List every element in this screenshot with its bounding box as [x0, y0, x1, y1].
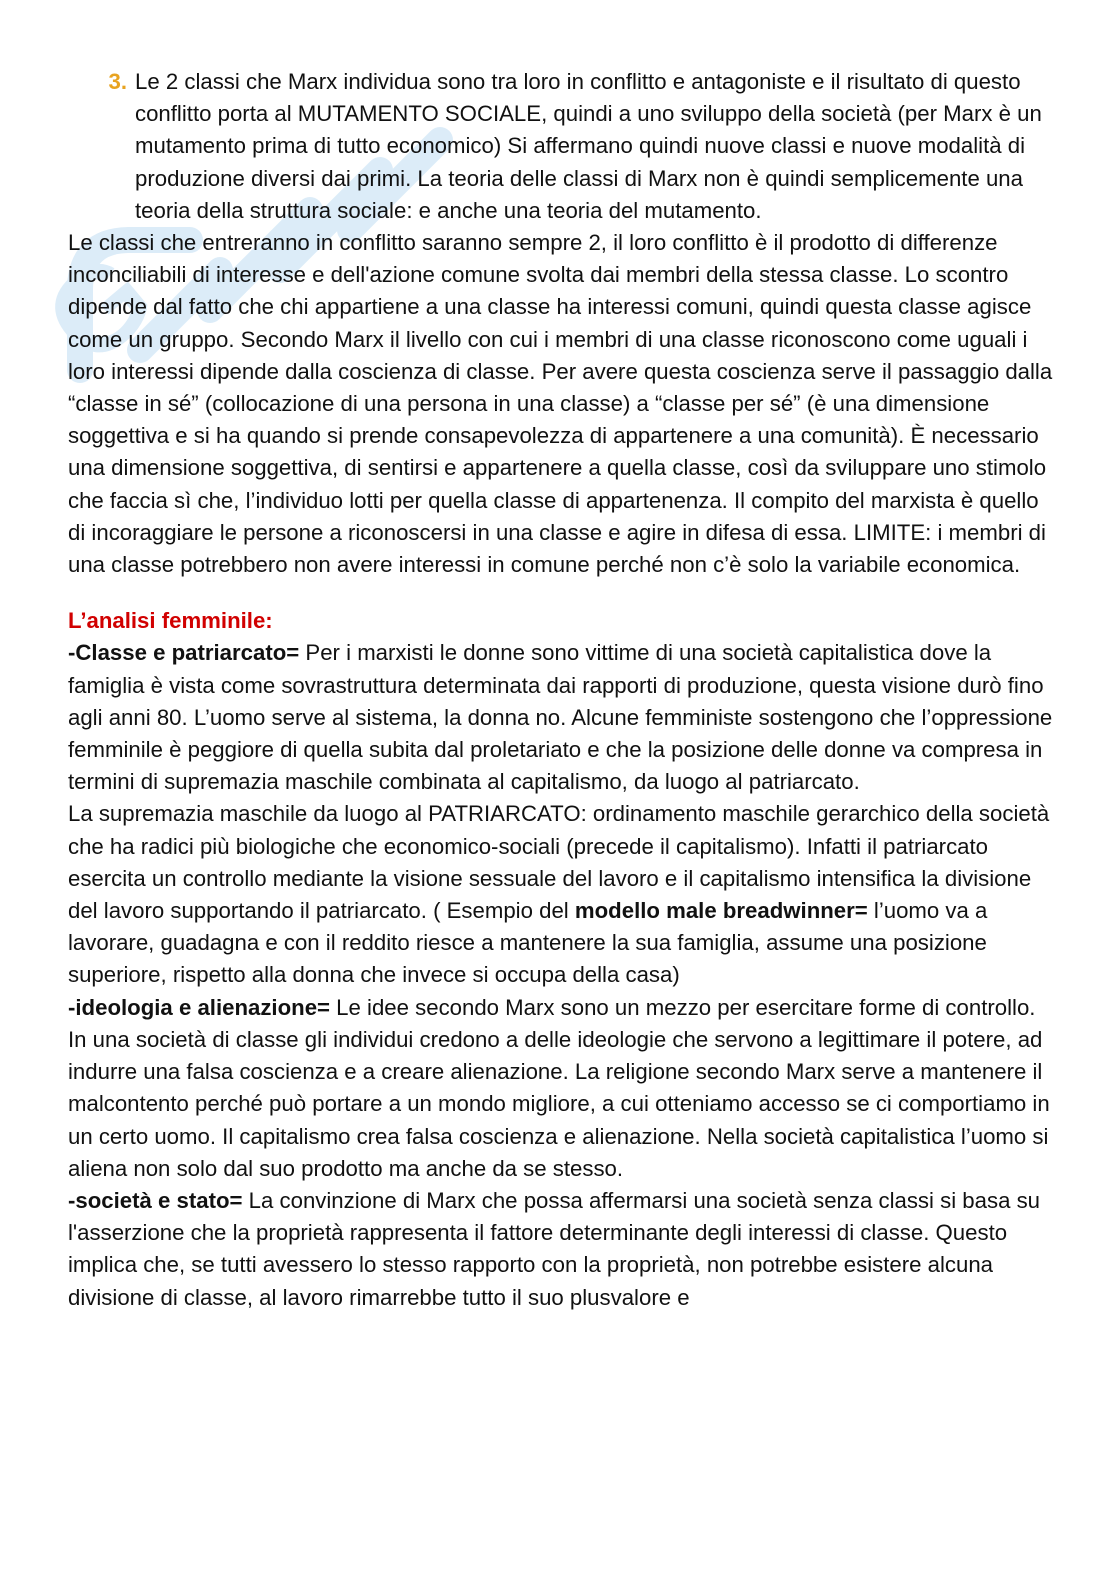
term-label: -società e stato=: [68, 1187, 243, 1213]
term-text: Per i marxisti le donne sono vittime di una società capitalistica dove la famiglia è vista come sovrastruttura determinata dai rapporti di produzione, questa visione durò fino agli anni 80. L’uomo serve al sistema, la donna no. Alcune femministe sostengono che l’oppressione femminile è peggiore di quella subita dal proletariato e che la posizione delle donne va compresa in termini di supremazia maschile combinata al capitalismo, da luogo al patriarcato.: [68, 640, 1053, 795]
list-item-text: Le 2 classi che Marx individua sono tra loro in conflitto e antagoniste e il risultato di questo conflitto porta al MUTAMENTO SOCIALE, quindi a uno sviluppo della società (per Marx è un mutamento prima di tutto economico) Si affermano quindi nuove classi e nuove modalità di produzione diversi dai primi. La teoria delle classi di Marx non è quindi semplicemente una teoria della struttura sociale: e anche una teoria del mutamento.: [135, 69, 1042, 223]
term-label: modello male breadwinner=: [574, 898, 868, 924]
paragraph-classe-patriarcato: [68, 637, 1058, 798]
supremazia-text: La supremazia maschile da luogo al PATRIARCATO: ordinamento maschile gerarchico della società che ha radici più biologiche che economico-sociali (precede il capitalismo). Infatti il patriarcato esercita un controllo mediante la visione sessuale del lavoro e il capitalismo intensifica la divisione del lavoro supportando il patriarcato. ( Esempio del: [68, 801, 1050, 924]
term-text: La convinzione di Marx che possa affermarsi una società senza classi si basa su l'asserzione che la proprietà rappresenta il fattore determinante degli interessi di classe. Questo implica che, se tutti avessero lo stesso rapporto con la proprietà, non potrebbe esistere alcuna divisione di classe, al lavoro rimarrebbe tutto il suo plusvalore e: [68, 1187, 1041, 1310]
paragraph-supremazia: [68, 798, 1058, 991]
document-page: [68, 66, 1058, 1314]
paragraph-societa: [68, 1185, 1058, 1314]
paragraph-ideologia: [68, 992, 1058, 1185]
term-text: Le idee secondo Marx sono un mezzo per esercitare forme di controllo. In una società di classe gli individui credono a delle ideologie che servono a legittimare il potere, ad indurre una falsa coscienza e a creare alienazione. La religione secondo Marx serve a mantenere il malcontento perché può portare a un mondo migliore, a cui otteniamo accesso se ci comportiamo in un certo uomo. Il capitalismo crea falsa coscienza e alienazione. Nella società capitalistica l’uomo si aliena non solo dal suo prodotto ma anche da se stesso.: [68, 994, 1050, 1181]
term-label: -Classe e patriarcato=: [68, 640, 300, 666]
section-heading: L’analisi femminile:: [68, 608, 273, 634]
watermark-letter: G: [20, 227, 179, 390]
list-item-3: [68, 66, 1058, 227]
supremazia-tail: l’uomo va a lavorare, guadagna e con il reddito riesce a mantenere la sua famiglia, assume una posizione superiore, rispetto alla donna che invece si occupa della casa): [68, 898, 988, 988]
paragraph-classi: Le classi che entreranno in conflitto saranno sempre 2, il loro conflitto è il prodotto di differenze inconciliabili di interesse e dell'azione comune svolta dai membri della stessa classe. Lo scontro dipende dal fatto che chi appartiene a una classe ha interessi comuni, quindi questa classe agisce come un gruppo. Secondo Marx il livello con cui i membri di una classe riconoscono come uguali i loro interessi dipende dalla coscienza di classe. Per avere questa coscienza serve il passaggio dalla “classe in sé” (collocazione di una persona in una classe) a “classe per sé” (è una dimensione soggettiva e si ha quando si prende consapevolezza di appartenere a una comunità). È necessario una dimensione soggettiva, di sentirsi e appartenere a quella classe, così da sviluppare uno stimolo che faccia sì che, l’individuo lotti per quella classe di appartenenza. Il compito del marxista è quello di incoraggiare le persone a riconoscersi in una classe e agire in difesa di essa. LIMITE: i membri di una classe potrebbero non avere interessi in comune perché non c’è solo la variabile economica.: [68, 230, 1053, 578]
list-number: 3.: [108, 69, 127, 94]
term-label: -ideologia e alienazione=: [68, 994, 331, 1020]
